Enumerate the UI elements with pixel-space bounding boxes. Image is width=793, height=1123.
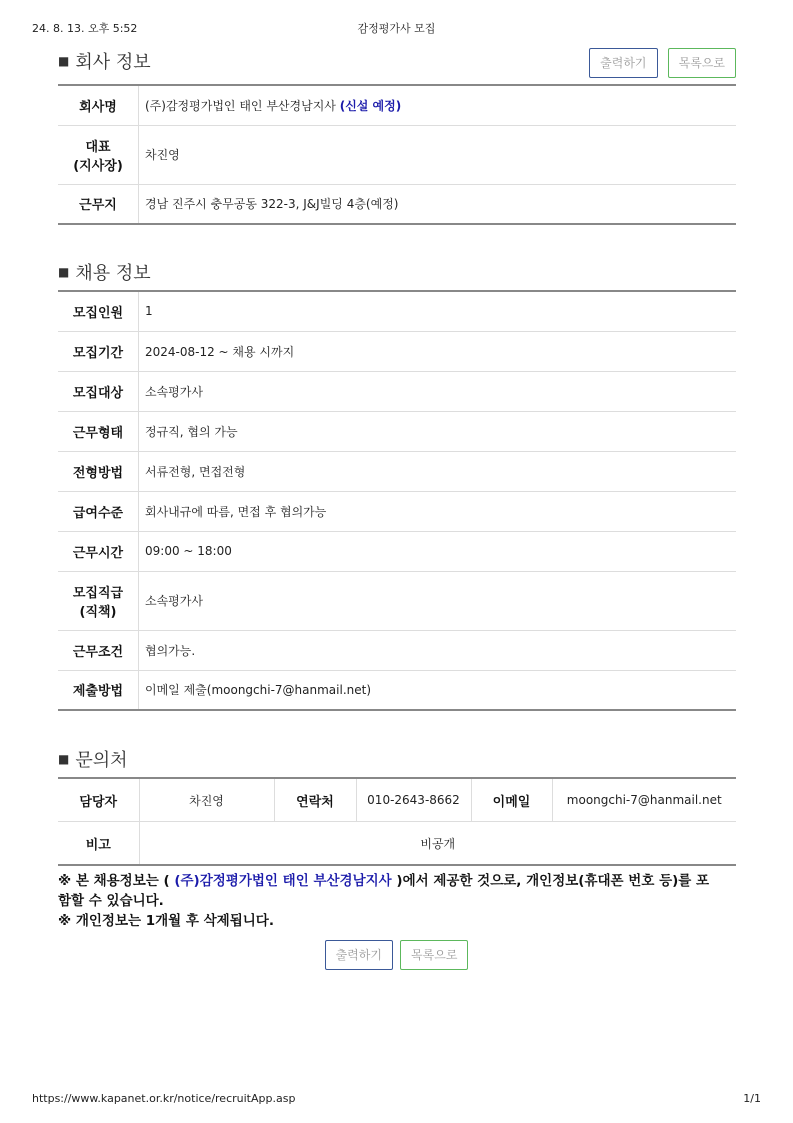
table-row [58, 371, 736, 411]
work-hours-label: 근무시간 [58, 531, 139, 571]
manager-value: 차진영 [139, 778, 274, 822]
square-bullet-icon: ■ [58, 265, 70, 279]
phone-value: 010-2643-8662 [356, 778, 471, 822]
representative-label: 대표 (지사장) [58, 125, 139, 184]
table-row [58, 571, 736, 630]
selection-method-label: 전형방법 [58, 451, 139, 491]
notice-line-3: ※ 개인정보는 1개월 후 삭제됩니다. [58, 913, 274, 929]
table-row [58, 822, 736, 866]
recruit-target-label: 모집대상 [58, 371, 139, 411]
note-value: 비공개 [420, 836, 456, 851]
company-name-highlight: (신설 예정) [339, 98, 402, 113]
work-conditions-label: 근무조건 [58, 630, 139, 670]
print-url: https://www.kapanet.or.kr/notice/recruitApp.asp [32, 1092, 296, 1105]
representative-value: 차진영 [139, 125, 737, 184]
notice-line-1: ※ 본 채용정보는 ( (주)감정평가법인 태인 부산경남지사 )에서 제공한 것으로, 개인정보(휴대폰 번호 등)를 포 [58, 873, 710, 889]
salary-value: 회사내규에 따름, 면접 후 협의가능 [139, 491, 737, 531]
phone-label: 연락처 [274, 778, 356, 822]
work-conditions-value: 협의가능. [139, 630, 737, 670]
table-row [58, 184, 736, 224]
manager-label: 담당자 [58, 778, 139, 822]
salary-label: 급여수준 [58, 491, 139, 531]
submission-method-value: 이메일 제출(moongchi-7@hanmail.net) [145, 683, 372, 698]
company-section-title: ■ 회사 정보 [58, 52, 151, 73]
print-button[interactable]: 출력하기 [325, 940, 393, 970]
notice-line-2: 함할 수 있습니다. [58, 893, 164, 909]
recruit-section-title: ■ 채용 정보 [58, 263, 151, 284]
table-row [58, 451, 736, 491]
recruit-count-value: 1 [139, 291, 737, 331]
table-row [58, 291, 736, 331]
table-row [58, 778, 736, 822]
company-section [58, 46, 736, 225]
square-bullet-icon: ■ [58, 752, 70, 766]
recruit-section [58, 254, 736, 711]
table-row [58, 331, 736, 371]
recruit-target-value: 소속평가사 [139, 371, 737, 411]
table-row [58, 630, 736, 670]
workplace-label: 근무지 [58, 184, 139, 224]
contact-table [58, 777, 736, 866]
email-value: moongchi-7@hanmail.net [552, 778, 736, 822]
workplace-value: 경남 진주시 충무공동 322-3, J&J빌딩 4층(예정) [145, 197, 399, 212]
company-name-label: 회사명 [58, 85, 139, 125]
company-name-value: (주)감정평가법인 태인 부산경남지사 (신설 예정) [139, 85, 737, 125]
table-row [58, 670, 736, 710]
table-row [58, 411, 736, 451]
square-bullet-icon: ■ [58, 54, 70, 68]
table-row [58, 491, 736, 531]
contact-section-title: ■ 문의처 [58, 750, 128, 771]
work-type-value: 정규직, 협의 가능 [139, 411, 737, 451]
recruit-count-label: 모집인원 [58, 291, 139, 331]
print-datetime: 24. 8. 13. 오후 5:52 [32, 22, 138, 35]
print-button[interactable]: 출력하기 [589, 48, 657, 78]
note-label: 비고 [58, 822, 139, 866]
privacy-notice [58, 871, 736, 931]
email-label: 이메일 [471, 778, 552, 822]
position-value: 소속평가사 [139, 571, 737, 630]
recruit-table [58, 290, 736, 711]
selection-method-value: 서류전형, 면접전형 [139, 451, 737, 491]
print-footer [32, 1092, 761, 1105]
table-row [58, 85, 736, 125]
list-button[interactable]: 목록으로 [668, 48, 736, 78]
work-hours-value: 09:00 ~ 18:00 [139, 531, 737, 571]
table-row [58, 531, 736, 571]
top-button-group [589, 48, 736, 78]
recruit-period-label: 모집기간 [58, 331, 139, 371]
position-label: 모집직급 (직책) [58, 571, 139, 630]
recruit-period-value: 2024-08-12 ~ 채용 시까지 [139, 331, 737, 371]
company-table [58, 84, 736, 225]
list-button[interactable]: 목록으로 [400, 940, 468, 970]
table-row [58, 125, 736, 184]
page-number: 1/1 [743, 1092, 761, 1105]
submission-method-label: 제출방법 [58, 670, 139, 710]
work-type-label: 근무형태 [58, 411, 139, 451]
notice-company: (주)감정평가법인 태인 부산경남지사 [174, 873, 392, 889]
contact-section [58, 741, 736, 866]
print-title: 감정평가사 모집 [357, 22, 436, 35]
bottom-button-group [0, 940, 793, 970]
